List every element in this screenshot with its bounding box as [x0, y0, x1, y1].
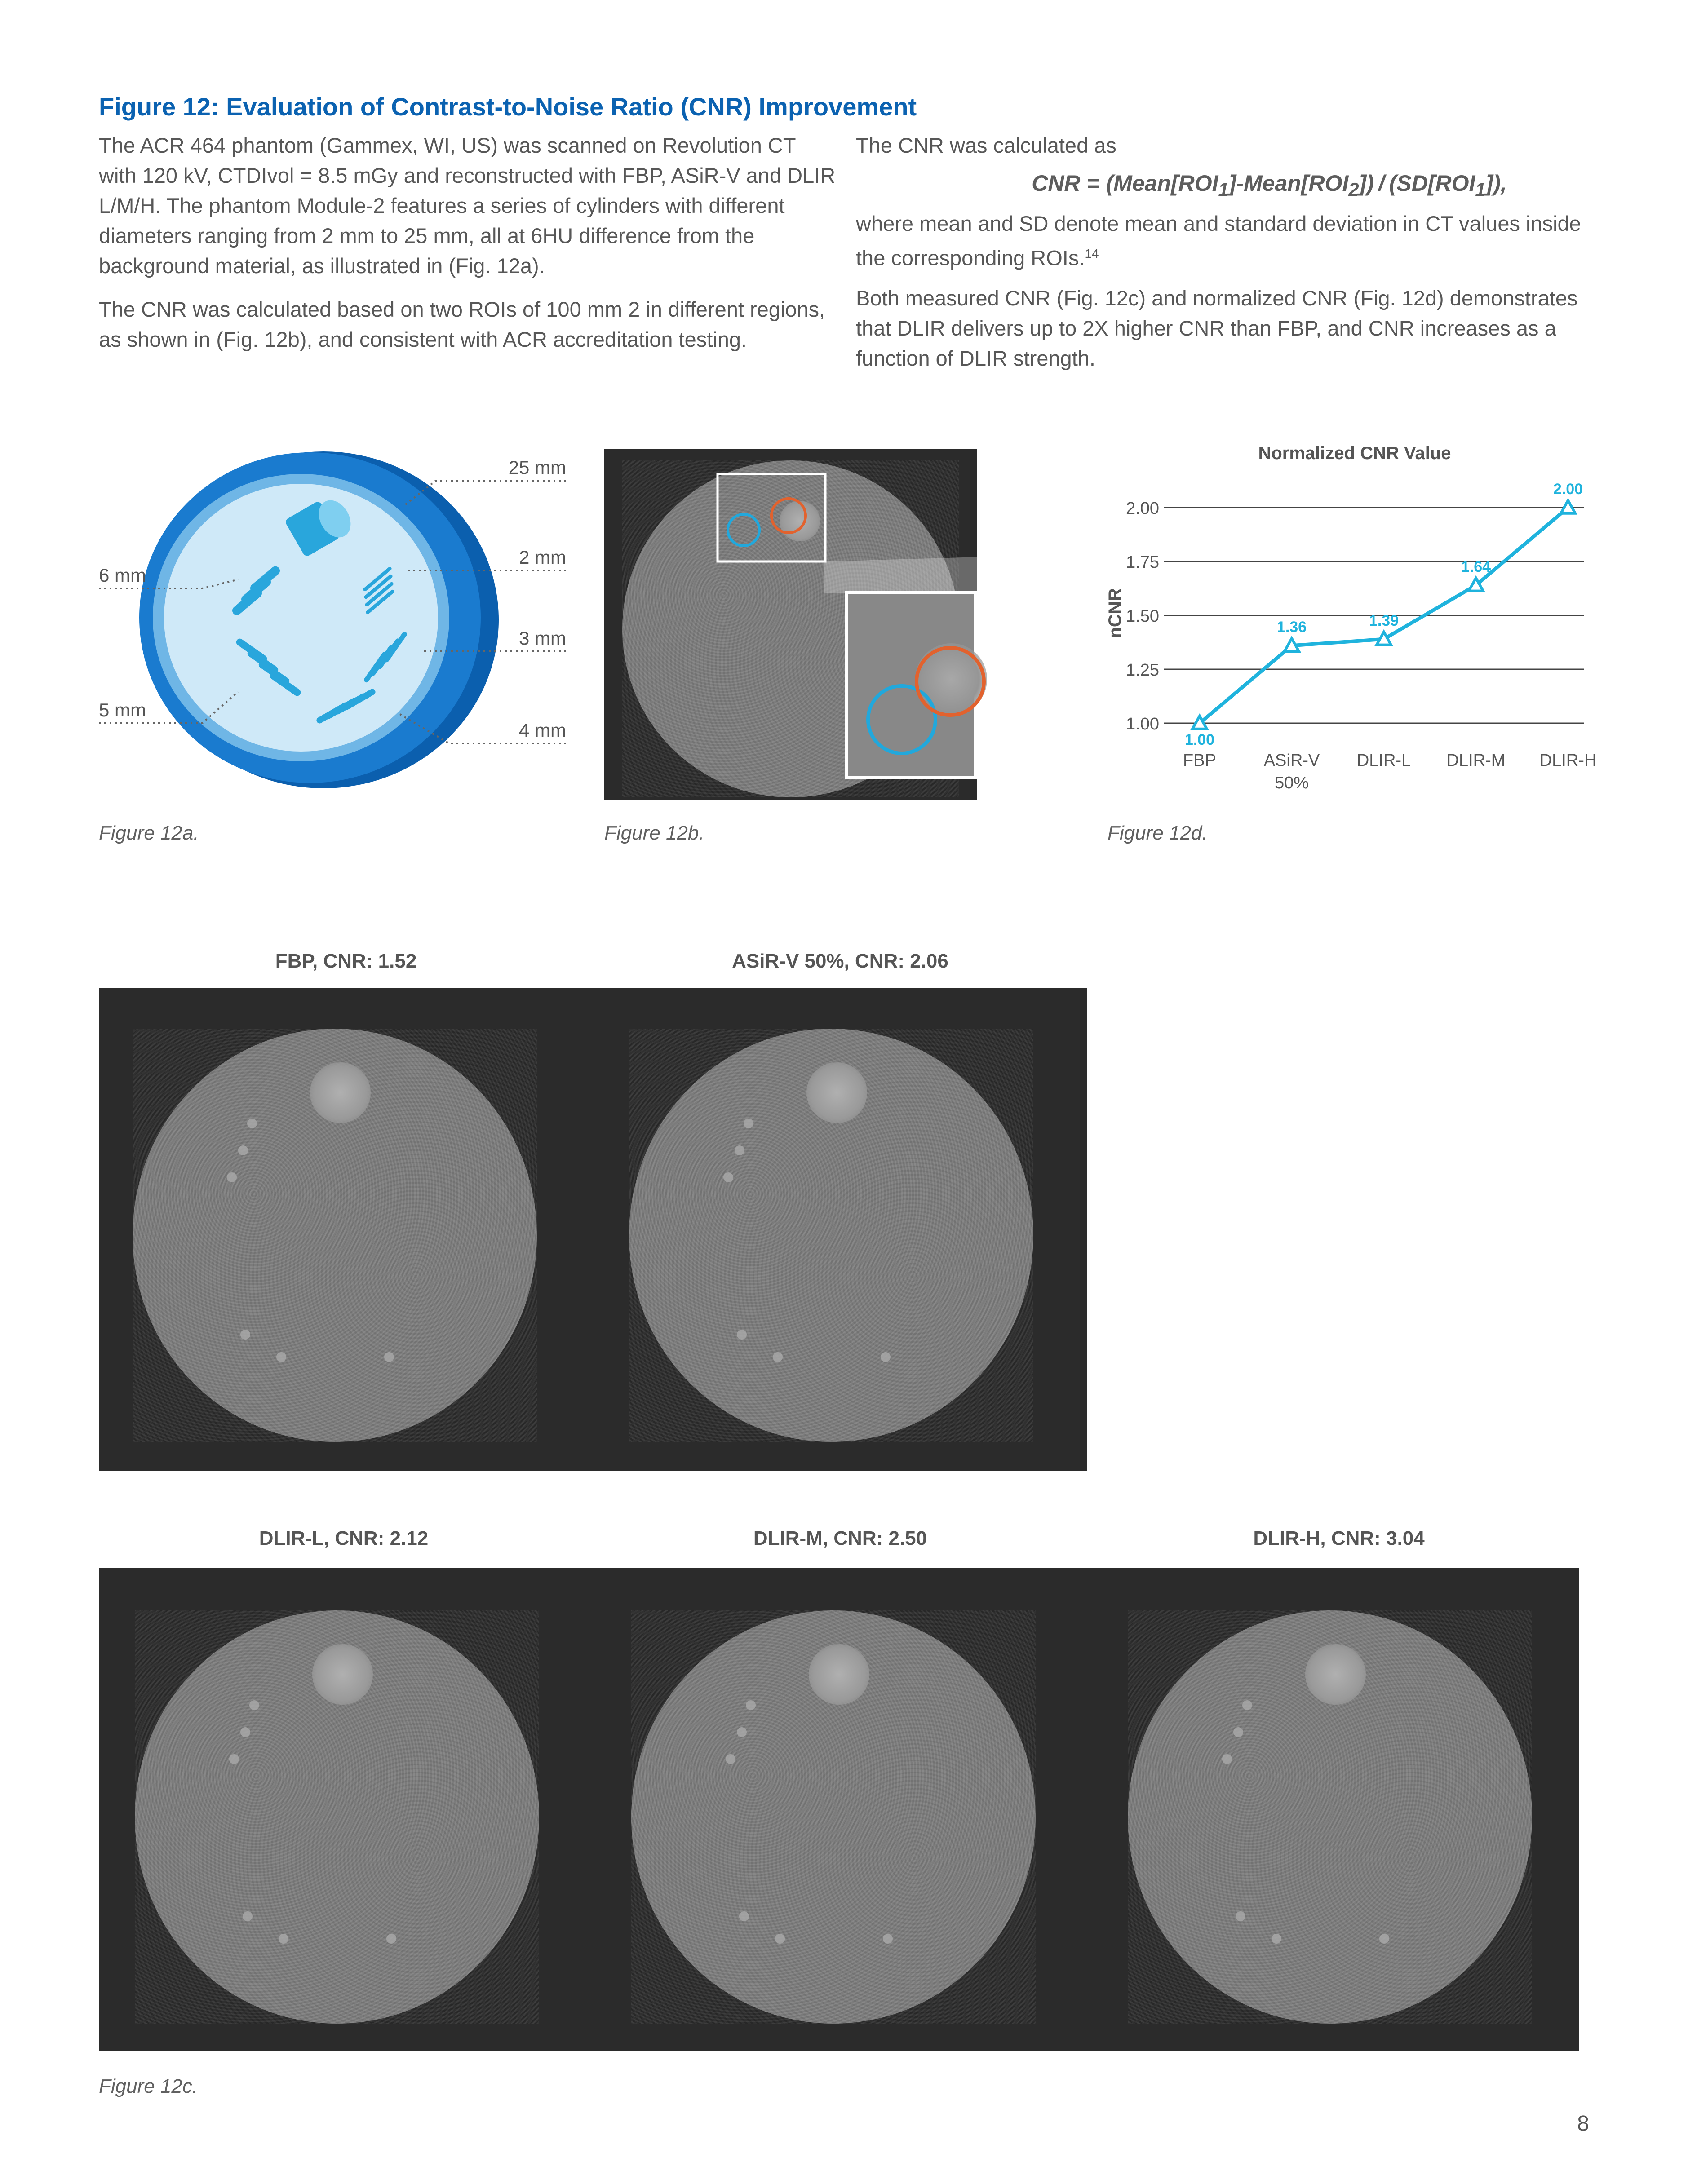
scan-dot — [775, 1934, 785, 1944]
figure-title: Figure 12: Evaluation of Contrast-to-Noise Ratio (CNR) Improvement — [99, 93, 917, 121]
chart-y-tick-label: 1.50 — [1126, 607, 1159, 626]
right-paragraph-2-text: where mean and SD denote mean and standard deviation in CT values inside the corresponding ROIs. — [856, 212, 1581, 270]
chart-title: Normalized CNR Value — [1258, 443, 1451, 463]
roi-2-circle — [771, 499, 806, 533]
chart-point — [1377, 632, 1391, 645]
left-paragraph-1: The ACR 464 phantom (Gammex, WI, US) was scanned on Revolution CT with 120 kV, CTDIvol = 8.5 mGy and reconstructed with FBP, ASiR-V and DLIR L/M/H. The phantom Module-2 features a series of cylinders with different diameters ranging from 2 mm to 25 mm, all at 6HU difference from the background material, as illustrated in (Fig. 12a). — [99, 133, 836, 278]
chart-x-tick-label — [1540, 751, 1597, 770]
scan-dot — [1379, 1934, 1389, 1944]
label-25mm: 25 mm — [508, 457, 566, 478]
chart-x-tick-line: 50% — [1274, 774, 1309, 792]
scan-insert — [312, 1644, 373, 1705]
chart-x-tick-label — [1357, 751, 1411, 770]
label-5mm: 5 mm — [99, 699, 146, 721]
scan-dot — [1242, 1700, 1252, 1710]
formula-sub: 1 — [1475, 179, 1486, 200]
chart-data-label: 1.39 — [1369, 612, 1399, 629]
chart-x-tick-line: ASiR-V — [1263, 751, 1320, 770]
scan-dot — [739, 1911, 749, 1921]
zoom-roi-overlay — [848, 594, 980, 783]
scan-insert — [1305, 1644, 1366, 1705]
scan-dot — [386, 1934, 396, 1944]
scan-dot — [229, 1754, 239, 1764]
scan-dot — [744, 1119, 753, 1128]
zoom-roi-2 — [917, 648, 984, 715]
chart-data-label: 1.64 — [1461, 558, 1491, 575]
zoom-connector — [824, 557, 977, 593]
label-3mm: 3 mm — [519, 628, 566, 649]
scan-insert — [806, 1062, 867, 1123]
formula-part: ]), — [1485, 171, 1507, 196]
scan-dot — [240, 1330, 250, 1340]
chart-y-axis-label: nCNR — [1105, 588, 1125, 638]
cnr-row-2-panel — [99, 1568, 1579, 2051]
chart-point — [1561, 500, 1575, 513]
scan-dot — [881, 1352, 891, 1362]
scan-dot — [1222, 1754, 1232, 1764]
cnr-row-1-panel — [99, 988, 1087, 1471]
scan-dot — [723, 1172, 733, 1182]
chart-x-tick-line: DLIR-M — [1446, 751, 1506, 770]
scan-dot — [243, 1911, 253, 1921]
scan-dot — [746, 1700, 756, 1710]
chart-data-label: 1.00 — [1184, 731, 1215, 748]
scan-dlir-h — [1128, 1610, 1532, 2024]
caption-12c: Figure 12c. — [99, 2075, 198, 2097]
phantom-illustration — [90, 440, 584, 809]
scan-dot — [735, 1145, 744, 1155]
page-number: 8 — [1577, 2112, 1589, 2135]
chart-x-tick-label — [1447, 751, 1506, 770]
scan-dot — [1236, 1911, 1245, 1921]
panel-title-asir: ASiR-V 50%, CNR: 2.06 — [732, 950, 948, 972]
chart-y-ticks — [1126, 499, 1159, 734]
formula-sub: 1 — [1218, 179, 1229, 200]
scan-dot — [883, 1934, 893, 1944]
scan-dot — [737, 1330, 747, 1340]
scan-dot — [1233, 1727, 1243, 1737]
left-paragraph-2: The CNR was calculated based on two ROIs of 100 mm 2 in different regions, as shown in (Fig. 12b), and consistent with ACR accreditation testing. — [99, 297, 825, 351]
left-text-column — [99, 130, 836, 368]
chart-x-tick-line: DLIR-H — [1539, 751, 1597, 770]
scan-dot — [773, 1352, 783, 1362]
chart-y-tick-label: 1.25 — [1126, 661, 1159, 680]
scan-dot — [247, 1119, 257, 1128]
label-4mm: 4 mm — [519, 720, 566, 741]
scan-dot — [726, 1754, 735, 1764]
caption-12b: Figure 12b. — [604, 822, 704, 844]
chart-y-tick-label: 1.75 — [1126, 553, 1159, 572]
chart-x-tick-label — [1183, 751, 1216, 770]
formula-part: CNR = (Mean[ROI — [1032, 171, 1218, 196]
caption-12d: Figure 12d. — [1108, 822, 1208, 844]
scan-dlir-m — [631, 1610, 1036, 2024]
roi-1-circle — [728, 514, 759, 546]
chart-point — [1285, 638, 1299, 651]
chart-x-ticks — [1183, 751, 1596, 792]
scan-insert — [310, 1062, 371, 1123]
right-text-column — [856, 130, 1593, 383]
scan-dot — [227, 1172, 237, 1182]
chart-y-tick-label: 2.00 — [1126, 499, 1159, 518]
panel-title-dlir-h: DLIR-H, CNR: 3.04 — [1253, 1527, 1425, 1549]
zoom-roi-1 — [868, 686, 935, 753]
scan-dot — [249, 1700, 259, 1710]
scan-insert — [809, 1644, 869, 1705]
chart-x-tick-line: DLIR-L — [1356, 751, 1411, 770]
right-paragraph-2 — [856, 208, 1593, 273]
panel-title-dlir-m: DLIR-M, CNR: 2.50 — [753, 1527, 927, 1549]
cnr-formula — [946, 170, 1593, 200]
roi-zoom-inset — [845, 591, 977, 779]
right-paragraph-3: Both measured CNR (Fig. 12c) and normalized CNR (Fig. 12d) demonstrates that DLIR delivers up to 2X higher CNR than FBP, and CNR increases as a function of DLIR strength. — [856, 286, 1578, 370]
scan-dot — [279, 1934, 288, 1944]
reference-superscript: 14 — [1085, 247, 1099, 261]
scan-dot — [737, 1727, 747, 1737]
chart-x-tick-label — [1264, 751, 1320, 792]
scan-dot — [240, 1727, 250, 1737]
scan-fbp — [133, 1029, 537, 1442]
label-6mm: 6 mm — [99, 565, 146, 586]
chart-data-label: 2.00 — [1553, 481, 1583, 498]
caption-12a: Figure 12a. — [99, 822, 199, 844]
chart-data-labels — [1185, 481, 1583, 748]
formula-part: ]-Mean[ROI — [1228, 171, 1349, 196]
right-paragraph-1: The CNR was calculated as — [856, 133, 1116, 157]
formula-sub: 2 — [1348, 179, 1359, 200]
chart-x-tick-line: FBP — [1183, 751, 1216, 770]
panel-title-dlir-l: DLIR-L, CNR: 2.12 — [259, 1527, 429, 1549]
normalized-cnr-chart — [1096, 440, 1597, 809]
scan-dot — [384, 1352, 394, 1362]
panel-title-fbp: FBP, CNR: 1.52 — [275, 950, 417, 972]
scan-dot — [276, 1352, 286, 1362]
label-2mm: 2 mm — [519, 547, 566, 568]
chart-data-label: 1.36 — [1276, 619, 1307, 636]
chart-y-tick-label: 1.00 — [1126, 715, 1159, 734]
scan-dot — [238, 1145, 248, 1155]
formula-part: ]) / (SD[ROI — [1359, 171, 1475, 196]
scan-dot — [1272, 1934, 1281, 1944]
roi-scan-panel — [604, 449, 977, 800]
scan-dlir-l — [135, 1610, 539, 2024]
scan-asir — [629, 1029, 1033, 1442]
